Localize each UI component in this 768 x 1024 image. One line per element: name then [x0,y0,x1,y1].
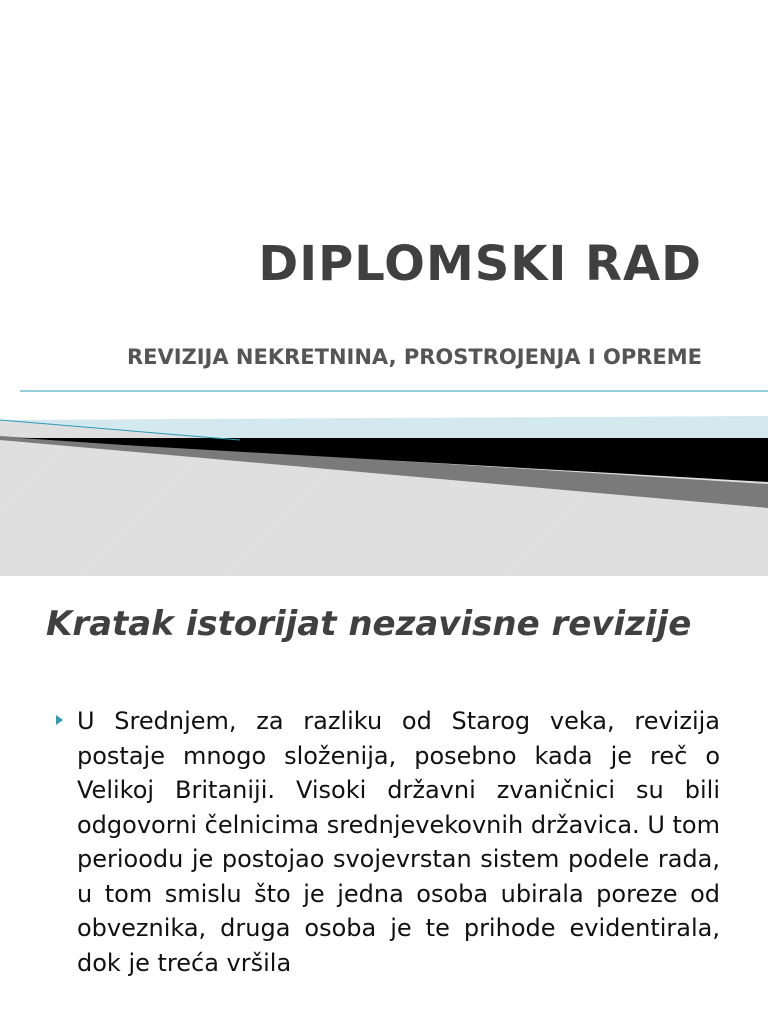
bullet-list [56,704,720,980]
slide-subtitle: REVIZIJA NEKRETNINA, PROSTROJENJA I OPREME [126,345,702,369]
slide-title: DIPLOMSKI RAD [258,236,702,292]
slide-heading: Kratak istorijat nezavisne revizije [46,604,692,644]
bullet-arrow-icon [56,715,63,725]
decorative-bands [0,380,768,576]
list-item [56,704,720,980]
bullet-text: U Srednjem, za razliku od Starog veka, revizija postaje mnogo složenija, posebno kada je reč o Velikoj Britaniji. Visoki državni zvaničnici su bili odgovorni čelnicima srednjevekovnih državica. U tom perioodu je postojao svojevrstan sistem podele rada, u tom smislu što je jedna osoba ubirala poreze od obveznika, druga osoba je te prihode evidentirala, dok je treća vršila [77,707,720,977]
content-slide [0,576,768,1024]
